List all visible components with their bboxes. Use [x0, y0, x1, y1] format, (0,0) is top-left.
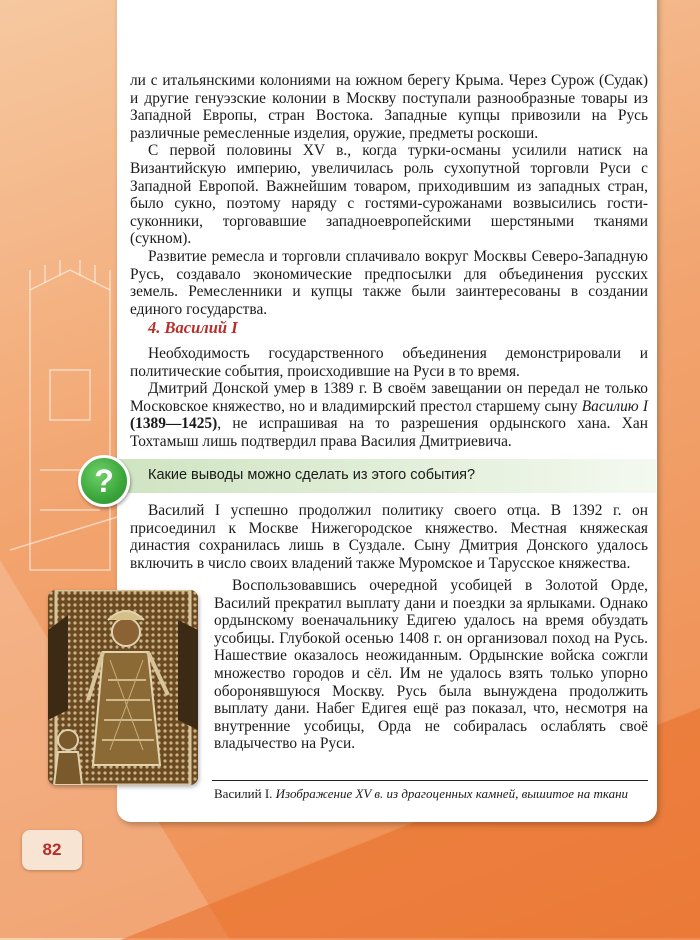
paragraph: С первой половины XV в., когда турки-османы усилили натиск на Византийскую империю, увеличилась роль сухопутной торговли Руси с Западной Европой. Важнейшим товаром, приходившим из западных стран, было сукно, поэтому наряду с гостями-сурожанами возвысились гости-суконники, торговавшие западноевропейскими шерстяными тканями (сукном). [130, 142, 648, 248]
section-heading: 4. Василий I [148, 318, 238, 337]
section-text [130, 345, 648, 451]
wrapped-text [214, 577, 648, 753]
after-question-text [130, 502, 648, 572]
caption-description: Изображение XV в. из драгоценных камней, вышитое на ткани [275, 786, 629, 801]
text-span: Дмитрий Донской умер в 1389 г. В своём завещании он передал не только Московское княжество, но и владимирский престол старшему сыну [130, 380, 648, 415]
page-number: 82 [22, 830, 82, 870]
intro-text [130, 72, 648, 318]
text-span: , не испрашивая на то разрешения ордынского хана. Хан Тохтамыш лишь подтвердил права Василия Дмитриевича. [130, 415, 648, 450]
paragraph: Развитие ремесла и торговли сплачивало вокруг Москвы Северо-Западную Русь, создавало экономические предпосылки для объединения русских земель. Ремесленники и купцы также были заинтересованы в создании единого государства. [130, 247, 648, 318]
image-caption [214, 786, 634, 801]
question-text: Какие выводы можно сделать из этого события? [148, 467, 476, 483]
question-mark-icon: ? [78, 455, 130, 507]
paragraph: Воспользовавшись очередной усобицей в Золотой Орде, Василий прекратил выплату дани и поездки за ярлыками. Однако ордынскому военачальнику Едигею удалось на время обуздать усобицы. Глубокой осенью 1408 г. он организовал поход на Русь. Нашествие оказалось неожиданным. Ордынские войска сожгли множество городов и сёл. Им не удалось взять только упорно оборонявшуюся Москву. Русь была вынуждена продолжить выплату дани. Набег Едигея ещё раз показал, что, несмотря на внутренние усобицы, Орда не собиралась ослаблять своё владычество на Руси. [214, 577, 648, 753]
ruler-name: Василию I [581, 397, 648, 415]
caption-title: Василий I. [214, 786, 273, 801]
paragraph: ли с итальянскими колониями на южном берегу Крыма. Через Сурож (Судак) и другие генуэзские колонии в Москву поступали разнообразные товары из Западной Европы, стран Востока. Западные купцы привозили на Русь различные ремесленные изделия, оружие, предметы роскоши. [130, 72, 648, 142]
paragraph: Василий I успешно продолжил политику своего отца. В 1392 г. он присоединил к Москве Нижегородское княжество. Местная княжеская династия сохранилась лишь в Суздале. Сыну Дмитрия Донского удалось включить в число своих владений также Муромское и Тарусское княжества. [130, 502, 648, 572]
paragraph: Необходимость государственного объединения демонстрировали и политические события, происходившие на Руси в то время. [130, 345, 648, 380]
embroidered-portrait-image [48, 590, 198, 785]
portrait-illustration [48, 590, 198, 785]
caption-divider [212, 780, 648, 781]
reign-years: (1389—1425) [130, 415, 218, 433]
paragraph [130, 380, 648, 450]
